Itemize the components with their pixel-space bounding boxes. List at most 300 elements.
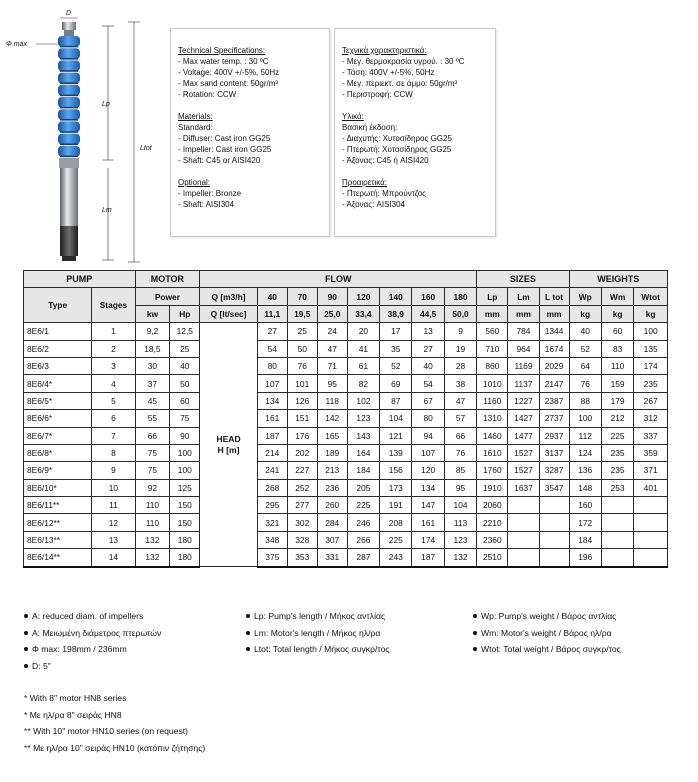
table-cell: 353 <box>287 549 317 567</box>
table-cell: 2737 <box>539 410 569 427</box>
table-cell: 61 <box>347 357 379 374</box>
table-cell: 5 <box>92 392 135 409</box>
table-cell: 176 <box>287 427 317 444</box>
table-cell <box>601 531 633 548</box>
spec-line: Standard: <box>178 123 213 132</box>
table-cell: 135 <box>634 340 668 357</box>
table-cell <box>508 497 539 514</box>
footnote: ** Με ηλ/ρα 10" σειράς HN10 (κατόπιν ζήτησης) <box>24 742 206 753</box>
table-cell: 100 <box>170 444 200 461</box>
table-cell: 47 <box>317 340 347 357</box>
table-cell: 160 <box>569 497 601 514</box>
table-cell: 7 <box>92 427 135 444</box>
table-cell: 80 <box>257 357 287 374</box>
table-cell: 92 <box>135 479 170 496</box>
table-cell: 172 <box>569 514 601 531</box>
motor-body <box>60 168 78 226</box>
motor-base <box>60 226 78 256</box>
table-cell: 37 <box>135 375 170 392</box>
pump-type-cell: 8E6/14** <box>24 549 92 567</box>
table-cell: 359 <box>634 444 668 461</box>
table-cell: 18,5 <box>135 340 170 357</box>
table-cell: 1527 <box>508 444 539 461</box>
table-cell: 150 <box>170 514 200 531</box>
table-cell: 41 <box>347 340 379 357</box>
flow-m3h-header: 120 <box>347 288 379 305</box>
legend-item: Φ max: 198mm / 236mm <box>24 641 161 658</box>
table-cell: 2147 <box>539 375 569 392</box>
spec-line: - Άξονας: AISI304 <box>342 200 405 209</box>
table-cell: 2210 <box>477 514 508 531</box>
table-cell: 1760 <box>477 462 508 479</box>
table-cell: 118 <box>317 392 347 409</box>
table-cell: 66 <box>135 427 170 444</box>
table-cell: 161 <box>257 410 287 427</box>
table-cell: 134 <box>257 392 287 409</box>
flow-m3h-header: 90 <box>317 288 347 305</box>
specifications-english <box>170 28 330 237</box>
table-cell: 24 <box>317 323 347 340</box>
stage-joint <box>60 82 78 84</box>
table-cell: 54 <box>257 340 287 357</box>
flow-m3h-header: 70 <box>287 288 317 305</box>
table-cell <box>634 497 668 514</box>
table-cell: 14 <box>92 549 135 567</box>
pump-type-cell: 8E6/5* <box>24 392 92 409</box>
size-unit-header: mm <box>508 305 539 322</box>
hp-header: Hp <box>170 305 200 322</box>
table-cell: 35 <box>380 340 412 357</box>
table-cell: 60 <box>601 323 633 340</box>
table-cell: 284 <box>317 514 347 531</box>
table-cell: 75 <box>170 410 200 427</box>
stage-joint <box>60 156 78 158</box>
table-cell: 213 <box>317 462 347 479</box>
legend-item: A: Μειωμένη διάμετρος πτερωτών <box>24 625 161 642</box>
flow-group-header: FLOW <box>200 271 477 288</box>
pump-type-cell: 8E6/2 <box>24 340 92 357</box>
legend-item: D: 5" <box>24 658 161 675</box>
stage-joint <box>60 119 78 121</box>
table-cell: 57 <box>444 410 476 427</box>
spec-line: - Impeller: Bronze <box>178 189 242 198</box>
pump-type-cell: 8E6/3 <box>24 357 92 374</box>
table-cell: 132 <box>135 531 170 548</box>
table-cell: 214 <box>257 444 287 461</box>
table-cell: 287 <box>347 549 379 567</box>
ltot-label: Ltot <box>140 145 152 152</box>
impeller-stage <box>58 73 80 84</box>
table-cell: 1169 <box>508 357 539 374</box>
table-cell: 75 <box>135 444 170 461</box>
pump-group-header: PUMP <box>24 271 136 288</box>
legend-column-3 <box>473 608 621 658</box>
table-cell <box>539 497 569 514</box>
table-cell: 76 <box>444 444 476 461</box>
table-cell: 19 <box>444 340 476 357</box>
table-cell: 2387 <box>539 392 569 409</box>
table-cell: 102 <box>347 392 379 409</box>
table-cell <box>508 549 539 567</box>
table-cell: 243 <box>380 549 412 567</box>
table-row <box>24 462 668 479</box>
table-cell: 55 <box>135 410 170 427</box>
table-cell: 2060 <box>477 497 508 514</box>
table-cell: 268 <box>257 479 287 496</box>
legend-column-2 <box>246 608 390 658</box>
impeller-stages <box>58 36 80 157</box>
table-cell: 148 <box>569 479 601 496</box>
table-cell: 3137 <box>539 444 569 461</box>
table-cell: 337 <box>634 427 668 444</box>
footnotes <box>24 690 205 756</box>
table-cell: 75 <box>135 462 170 479</box>
table-cell: 156 <box>380 462 412 479</box>
d-label: D <box>66 10 72 17</box>
table-cell: 1610 <box>477 444 508 461</box>
table-cell: 1160 <box>477 392 508 409</box>
table-cell: 964 <box>508 340 539 357</box>
table-row <box>24 323 668 340</box>
table-cell: 13 <box>92 531 135 548</box>
discharge-neck <box>64 30 74 36</box>
impeller-stage <box>58 121 80 132</box>
table-cell: 180 <box>170 531 200 548</box>
stage-joint <box>60 58 78 60</box>
table-cell: 30 <box>135 357 170 374</box>
table-cell: 38 <box>444 375 476 392</box>
table-cell: 95 <box>444 479 476 496</box>
table-cell: 302 <box>287 514 317 531</box>
table-cell: 235 <box>601 444 633 461</box>
table-cell: 187 <box>412 549 444 567</box>
table-row <box>24 357 668 374</box>
table-cell: 1460 <box>477 427 508 444</box>
table-cell: 3 <box>92 357 135 374</box>
table-cell: 113 <box>444 514 476 531</box>
table-cell: 212 <box>601 410 633 427</box>
table-cell: 1910 <box>477 479 508 496</box>
table-cell: 132 <box>444 549 476 567</box>
table-cell: 161 <box>412 514 444 531</box>
table-row <box>24 392 668 409</box>
flow-m3h-header: 140 <box>380 288 412 305</box>
table-cell: 4 <box>92 375 135 392</box>
footnote: * With 8" motor HN8 series <box>24 693 127 703</box>
table-row <box>24 549 668 567</box>
legend-item: Lp: Pump's length / Μήκος αντλίας <box>246 608 390 625</box>
optional-title: Προαιρετικά: <box>342 178 387 187</box>
table-cell: 312 <box>634 410 668 427</box>
materials-title: Υλικά: <box>342 112 364 121</box>
stage-joint <box>60 143 78 145</box>
motor-foot <box>62 256 76 261</box>
table-cell: 45 <box>135 392 170 409</box>
table-row <box>24 514 668 531</box>
table-cell: 321 <box>257 514 287 531</box>
optional-title: Optional: <box>178 178 211 187</box>
table-cell: 235 <box>601 462 633 479</box>
table-cell: 1137 <box>508 375 539 392</box>
table-cell: 295 <box>257 497 287 514</box>
table-cell <box>601 497 633 514</box>
stage-joint <box>60 131 78 133</box>
table-cell: 50 <box>170 375 200 392</box>
table-cell: 560 <box>477 323 508 340</box>
technical-specs-title: Τεχνικά χαρακτηριστικά: <box>342 46 427 55</box>
table-cell: 252 <box>287 479 317 496</box>
table-cell: 121 <box>380 427 412 444</box>
spec-line: - Max water temp. : 30 ºC <box>178 57 269 66</box>
legend-item: Wp: Pump's weight / Βάρος αντλίας <box>473 608 621 625</box>
spec-line: - Shaft: C45 or AISI420 <box>178 156 261 165</box>
weight-header: Wtot <box>634 288 668 305</box>
table-cell <box>601 514 633 531</box>
table-cell <box>539 549 569 567</box>
size-header: Lp <box>477 288 508 305</box>
table-row <box>24 410 668 427</box>
table-cell: 784 <box>508 323 539 340</box>
table-cell: 328 <box>287 531 317 548</box>
table-cell: 71 <box>317 357 347 374</box>
head-label-cell <box>200 323 258 567</box>
table-cell: 64 <box>569 357 601 374</box>
legend-item: Wm: Motor's weight / Βάρος ηλ/ρα <box>473 625 621 642</box>
materials-title: Materials: <box>178 112 213 121</box>
table-cell: 104 <box>444 497 476 514</box>
table-cell: 25 <box>170 340 200 357</box>
impeller-stage <box>58 109 80 120</box>
table-cell: 1227 <box>508 392 539 409</box>
lm-label: Lm <box>102 207 112 214</box>
footnote: * Με ηλ/ρα 8" σειράς HN8 <box>24 709 122 720</box>
legend-item: Lm: Motor's length / Μήκος ηλ/ρα <box>246 625 390 642</box>
sizes-group-header: SIZES <box>477 271 569 288</box>
table-cell: 267 <box>634 392 668 409</box>
spec-line: - Diffuser: Cast iron GG25 <box>178 134 271 143</box>
stage-joint <box>60 107 78 109</box>
table-row <box>24 531 668 548</box>
table-cell: 208 <box>380 514 412 531</box>
table-cell: 225 <box>347 497 379 514</box>
table-cell: 25 <box>287 323 317 340</box>
table-cell: 112 <box>569 427 601 444</box>
table-cell: 159 <box>601 375 633 392</box>
table-cell: 307 <box>317 531 347 548</box>
q-m3h-header: Q [m3/h] <box>200 288 258 305</box>
table-cell: 173 <box>380 479 412 496</box>
table-cell: 123 <box>444 531 476 548</box>
legend-item: A: reduced diam. of impellers <box>24 608 161 625</box>
table-cell: 3547 <box>539 479 569 496</box>
table-cell: 87 <box>380 392 412 409</box>
pump-type-cell: 8E6/11** <box>24 497 92 514</box>
flow-ls-header: 19,5 <box>287 305 317 322</box>
stage-joint <box>60 95 78 97</box>
table-cell: 40 <box>412 357 444 374</box>
table-cell: 54 <box>412 375 444 392</box>
table-cell <box>539 531 569 548</box>
type-header: Type <box>24 288 92 323</box>
table-cell <box>539 514 569 531</box>
table-row <box>24 444 668 461</box>
size-header: L tot <box>539 288 569 305</box>
table-cell: 132 <box>135 549 170 567</box>
table-cell: 126 <box>287 392 317 409</box>
table-cell: 27 <box>257 323 287 340</box>
table-cell: 143 <box>347 427 379 444</box>
table-cell: 187 <box>257 427 287 444</box>
weight-unit-header: kg <box>634 305 668 322</box>
kw-header: kw <box>135 305 170 322</box>
spec-line: - Περιστροφή: CCW <box>342 90 413 99</box>
table-cell: 80 <box>412 410 444 427</box>
table-cell: 76 <box>569 375 601 392</box>
table-cell: 1674 <box>539 340 569 357</box>
table-cell: 40 <box>170 357 200 374</box>
table-cell: 196 <box>569 549 601 567</box>
table-cell: 260 <box>317 497 347 514</box>
pump-type-cell: 8E6/10* <box>24 479 92 496</box>
table-cell: 95 <box>317 375 347 392</box>
flow-m3h-header: 160 <box>412 288 444 305</box>
table-cell: 100 <box>569 410 601 427</box>
table-cell: 83 <box>601 340 633 357</box>
table-row <box>24 340 668 357</box>
table-cell: 9,2 <box>135 323 170 340</box>
pump-type-cell: 8E6/7* <box>24 427 92 444</box>
table-cell: 107 <box>412 444 444 461</box>
table-cell: 1344 <box>539 323 569 340</box>
table-row <box>24 427 668 444</box>
legend-item: Ltot: Total length / Μήκος συγκρ/τος <box>246 641 390 658</box>
spec-line: Βασική έκδοση: <box>342 123 398 132</box>
table-cell: 13 <box>412 323 444 340</box>
pump-type-cell: 8E6/4* <box>24 375 92 392</box>
table-cell: 100 <box>170 462 200 479</box>
table-cell: 189 <box>317 444 347 461</box>
table-cell: 100 <box>634 323 668 340</box>
table-cell: 2510 <box>477 549 508 567</box>
table-cell: 375 <box>257 549 287 567</box>
table-cell <box>634 514 668 531</box>
flow-ls-header: 38,9 <box>380 305 412 322</box>
spec-line: - Πτερωτή: Μπρούντζος <box>342 189 427 198</box>
table-cell: 28 <box>444 357 476 374</box>
spec-line: - Impeller: Cast iron GG25 <box>178 145 272 154</box>
table-cell: 235 <box>634 375 668 392</box>
table-cell: 205 <box>347 479 379 496</box>
table-cell <box>508 531 539 548</box>
flow-m3h-header: 180 <box>444 288 476 305</box>
table-cell: 47 <box>444 392 476 409</box>
table-cell: 225 <box>601 427 633 444</box>
legend-column-1 <box>24 608 161 674</box>
table-cell: 27 <box>412 340 444 357</box>
table-cell: 179 <box>601 392 633 409</box>
table-cell <box>634 531 668 548</box>
spec-line: - Τάση: 400V +/-5%, 50Hz <box>342 68 435 77</box>
size-unit-header: mm <box>477 305 508 322</box>
table-cell: 253 <box>601 479 633 496</box>
table-cell: 60 <box>170 392 200 409</box>
table-cell: 180 <box>170 549 200 567</box>
stage-joint <box>60 46 78 48</box>
lp-label: Lp <box>102 101 110 108</box>
table-cell: 12 <box>92 514 135 531</box>
table-cell: 110 <box>135 497 170 514</box>
table-cell: 164 <box>347 444 379 461</box>
head-label: HEAD <box>216 433 241 444</box>
table-cell: 50 <box>287 340 317 357</box>
size-unit-header: mm <box>539 305 569 322</box>
table-cell: 40 <box>569 323 601 340</box>
impeller-stage <box>58 97 80 108</box>
flow-ls-header: 33,4 <box>347 305 379 322</box>
table-cell: 101 <box>287 375 317 392</box>
table-cell: 266 <box>347 531 379 548</box>
table-cell: 9 <box>92 462 135 479</box>
table-cell: 110 <box>601 357 633 374</box>
stages-header: Stages <box>92 288 135 323</box>
spec-line: - Shaft: AISI304 <box>178 200 235 209</box>
pump-type-cell: 8E6/13** <box>24 531 92 548</box>
table-cell: 9 <box>444 323 476 340</box>
table-cell: 1 <box>92 323 135 340</box>
table-cell: 104 <box>380 410 412 427</box>
table-cell: 76 <box>287 357 317 374</box>
table-cell: 150 <box>170 497 200 514</box>
q-ls-header: Q [lt/sec] <box>200 305 258 322</box>
table-cell: 3287 <box>539 462 569 479</box>
flow-m3h-header: 40 <box>257 288 287 305</box>
table-cell: 1427 <box>508 410 539 427</box>
discharge-head <box>62 22 76 30</box>
table-cell: 124 <box>569 444 601 461</box>
table-cell: 2360 <box>477 531 508 548</box>
table-cell: 107 <box>257 375 287 392</box>
pump-type-cell: 8E6/9* <box>24 462 92 479</box>
table-cell: 348 <box>257 531 287 548</box>
table-cell: 20 <box>347 323 379 340</box>
table-cell: 147 <box>412 497 444 514</box>
weight-header: Wm <box>601 288 633 305</box>
technical-specs-title: Technical Specifications: <box>178 46 266 55</box>
flow-ls-header: 44,5 <box>412 305 444 322</box>
impeller-stage <box>58 48 80 59</box>
pump-type-cell: 8E6/8* <box>24 444 92 461</box>
power-header: Power <box>135 288 200 305</box>
table-cell: 401 <box>634 479 668 496</box>
spec-line: - Πτερωτή: Χυτοσίδηρος GG25 <box>342 145 452 154</box>
table-cell: 69 <box>380 375 412 392</box>
table-cell: 241 <box>257 462 287 479</box>
spec-line: - Voltage: 400V +/-5%, 50Hz <box>178 68 280 77</box>
table-cell <box>601 549 633 567</box>
table-cell: 1637 <box>508 479 539 496</box>
impeller-stage <box>58 85 80 96</box>
table-cell <box>508 514 539 531</box>
table-cell: 710 <box>477 340 508 357</box>
pump-performance-table <box>23 270 668 568</box>
table-cell: 1310 <box>477 410 508 427</box>
table-cell: 184 <box>569 531 601 548</box>
table-cell: 331 <box>317 549 347 567</box>
flow-ls-header: 11,1 <box>257 305 287 322</box>
impeller-stage <box>58 36 80 47</box>
table-cell: 90 <box>170 427 200 444</box>
table-row <box>24 479 668 496</box>
